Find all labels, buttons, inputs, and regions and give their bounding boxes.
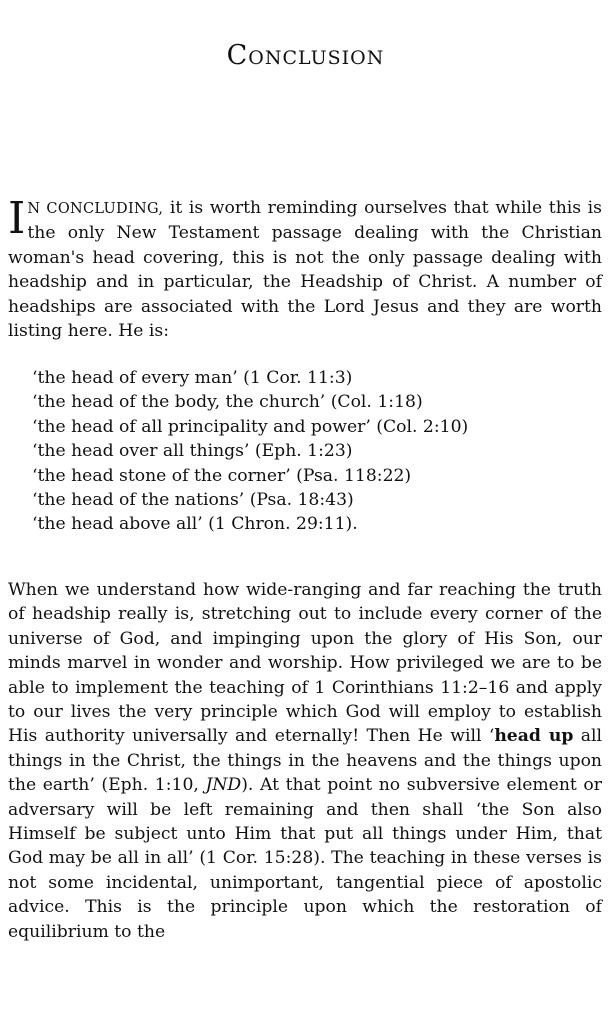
reference-item: ‘the head stone of the corner’ (Psa. 118:22) (32, 465, 412, 486)
intro-paragraph (8, 193, 602, 343)
reference-item: ‘the head over all things’ (Eph. 1:23) (32, 441, 353, 462)
body-text-part1: When we understand how wide-ranging and far reaching the truth of headship really is, stretching out to include every corner of the universe of God, and impinging upon the glory of His Son, our minds marvel in wonder and worship. How privileged we are to be able to implement the teaching of 1 Corinthians 11:2–16 and apply to our lives the very principle which God will employ to establish His authority universally and eternally! Then He will ‘ (8, 580, 602, 747)
drop-cap: I (8, 193, 26, 244)
reference-item: ‘the head of the body, the church’ (Col. 1:18) (32, 392, 423, 413)
reference-item: ‘the head above all’ (1 Chron. 29:11). (32, 514, 358, 535)
opening-small-caps: N CONCLUDING, (27, 201, 164, 217)
reference-item: ‘the head of all principality and power’ (Col. 2:10) (32, 416, 469, 437)
headship-reference-list (32, 366, 468, 537)
intro-text: it is worth reminding ourselves that while this is the only New Testament passage dealing with the Christian woman's head covering, this is not the only passage dealing with headship and in particular, the Headship of Christ. A number of headships are associated with the Lord Jesus and they are worth listing here. He is: (8, 198, 602, 342)
body-paragraph (8, 578, 602, 944)
chapter-title: Conclusion (226, 40, 385, 71)
reference-item: ‘the head of the nations’ (Psa. 18:43) (32, 490, 354, 511)
italic-abbreviation: JND (205, 775, 242, 796)
body-text-part2: all things in the Christ, the things in the heavens and the things upon the earth’ (Eph. 1:10, (8, 726, 602, 796)
body-text-part3: ). At that point no subversive element or adversary will be left remaining and then shall ‘the Son also Himself be subject unto Him that put all things under Him, that God may be all in all’ (1 Cor. 15:28). The teaching in these verses is not some incidental, unimportant, tangential piece of apostolic advice. This is the principle upon which the restoration of equilibrium to the (8, 775, 602, 942)
bold-phrase: head up (494, 726, 574, 747)
reference-item: ‘the head of every man’ (1 Cor. 11:3) (32, 368, 353, 388)
